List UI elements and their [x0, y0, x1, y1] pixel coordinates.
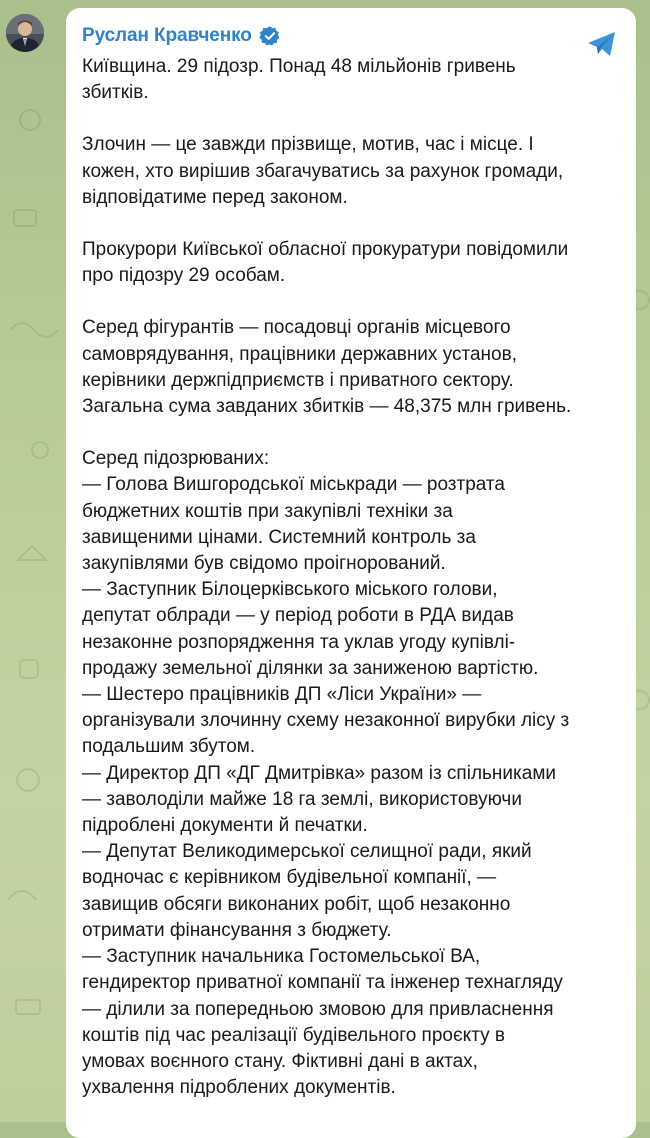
message-text	[82, 54, 622, 1101]
message-line: — Депутат Великодимерської селищної ради, який	[82, 841, 532, 863]
message-line: відповідатиме перед законом.	[82, 186, 348, 208]
message-line: бюджетних коштів при закупівлі техніки за	[82, 500, 453, 522]
message-line: — Голова Вишгородської міськради — розтрата	[82, 474, 505, 496]
avatar-photo-icon	[6, 14, 44, 52]
message-line: — заволоділи майже 18 га землі, використовуючи	[82, 788, 522, 810]
message-line: підроблені документи й печатки.	[82, 815, 368, 837]
message-line: Серед підозрюваних:	[82, 448, 270, 470]
message-line: депутат облради — у період роботи в РДА видав	[82, 605, 514, 627]
message-line: кожен, хто вирішив збагачуватись за рахунок громади,	[82, 160, 564, 182]
message-line: — Директор ДП «ДГ Дмитрівка» разом із спільниками	[82, 762, 557, 784]
message-line: Київщина. 29 підозр. Понад 48 мільйонів гривень	[82, 56, 516, 77]
message-line: — Шестеро працівників ДП «Ліси України» —	[82, 684, 482, 706]
message-paragraph	[82, 237, 622, 289]
message-line: умовах воєнного стану. Фіктивні дані в актах,	[82, 1050, 478, 1072]
message-line: завищеними цінами. Системний контроль за	[82, 526, 476, 548]
message-line: отримати фінансування з бюджету.	[82, 919, 392, 941]
message-line: — Заступник начальника Гостомельської ВА,	[82, 946, 481, 968]
message-header	[82, 22, 636, 50]
message-paragraph	[82, 446, 622, 1101]
message-line: подальшим збутом.	[82, 736, 256, 758]
message-bubble	[66, 8, 636, 1138]
message-line: — Заступник Білоцерківського міського голови,	[82, 579, 498, 601]
message-line: Серед фігурантів — посадовці органів місцевого	[82, 317, 511, 339]
message-line: Загальна сума завданих збитків — 48,375 млн гривень.	[82, 396, 572, 418]
message-line: про підозру 29 особам.	[82, 265, 286, 287]
message-line: водночас є керівником будівельної компанії, —	[82, 867, 497, 889]
verified-badge-icon	[259, 25, 281, 47]
message-line: — ділили за попередньою змовою для привласнення	[82, 998, 554, 1020]
message-line: гендиректор приватної компанії та інженер технагляду	[82, 972, 563, 994]
sender-name[interactable]: Руслан Кравченко	[82, 25, 252, 46]
message-line: завищив обсяги виконаних робіт, щоб незаконно	[82, 893, 511, 915]
message-line: Злочин — це завжди прізвище, мотив, час і місце. І	[82, 134, 534, 156]
message-paragraph	[82, 54, 622, 106]
message-line: ухвалення підроблених документів.	[82, 1077, 396, 1099]
message-line: Прокурори Київської обласної прокуратури повідомили	[82, 239, 569, 261]
message-line: керівники держпідприємств і приватного сектору.	[82, 369, 514, 391]
message-line: коштів під час реалізації будівельного проєкту в	[82, 1024, 505, 1046]
message-line: збитків.	[82, 82, 149, 104]
message-line: організували злочинну схему незаконної вирубки лісу з	[82, 710, 570, 732]
message-paragraph	[82, 315, 622, 420]
message-line: закупівлями був свідомо проігнорований.	[82, 553, 446, 575]
avatar[interactable]	[6, 14, 44, 52]
message-paragraph	[82, 132, 622, 211]
telegram-share-icon[interactable]	[586, 30, 618, 58]
message-line: незаконне розпорядження та уклав угоду купівлі-	[82, 631, 516, 653]
message-line: продажу земельної ділянки за заниженою вартістю.	[82, 657, 539, 679]
message-line: самоврядування, працівники державних установ,	[82, 343, 517, 365]
